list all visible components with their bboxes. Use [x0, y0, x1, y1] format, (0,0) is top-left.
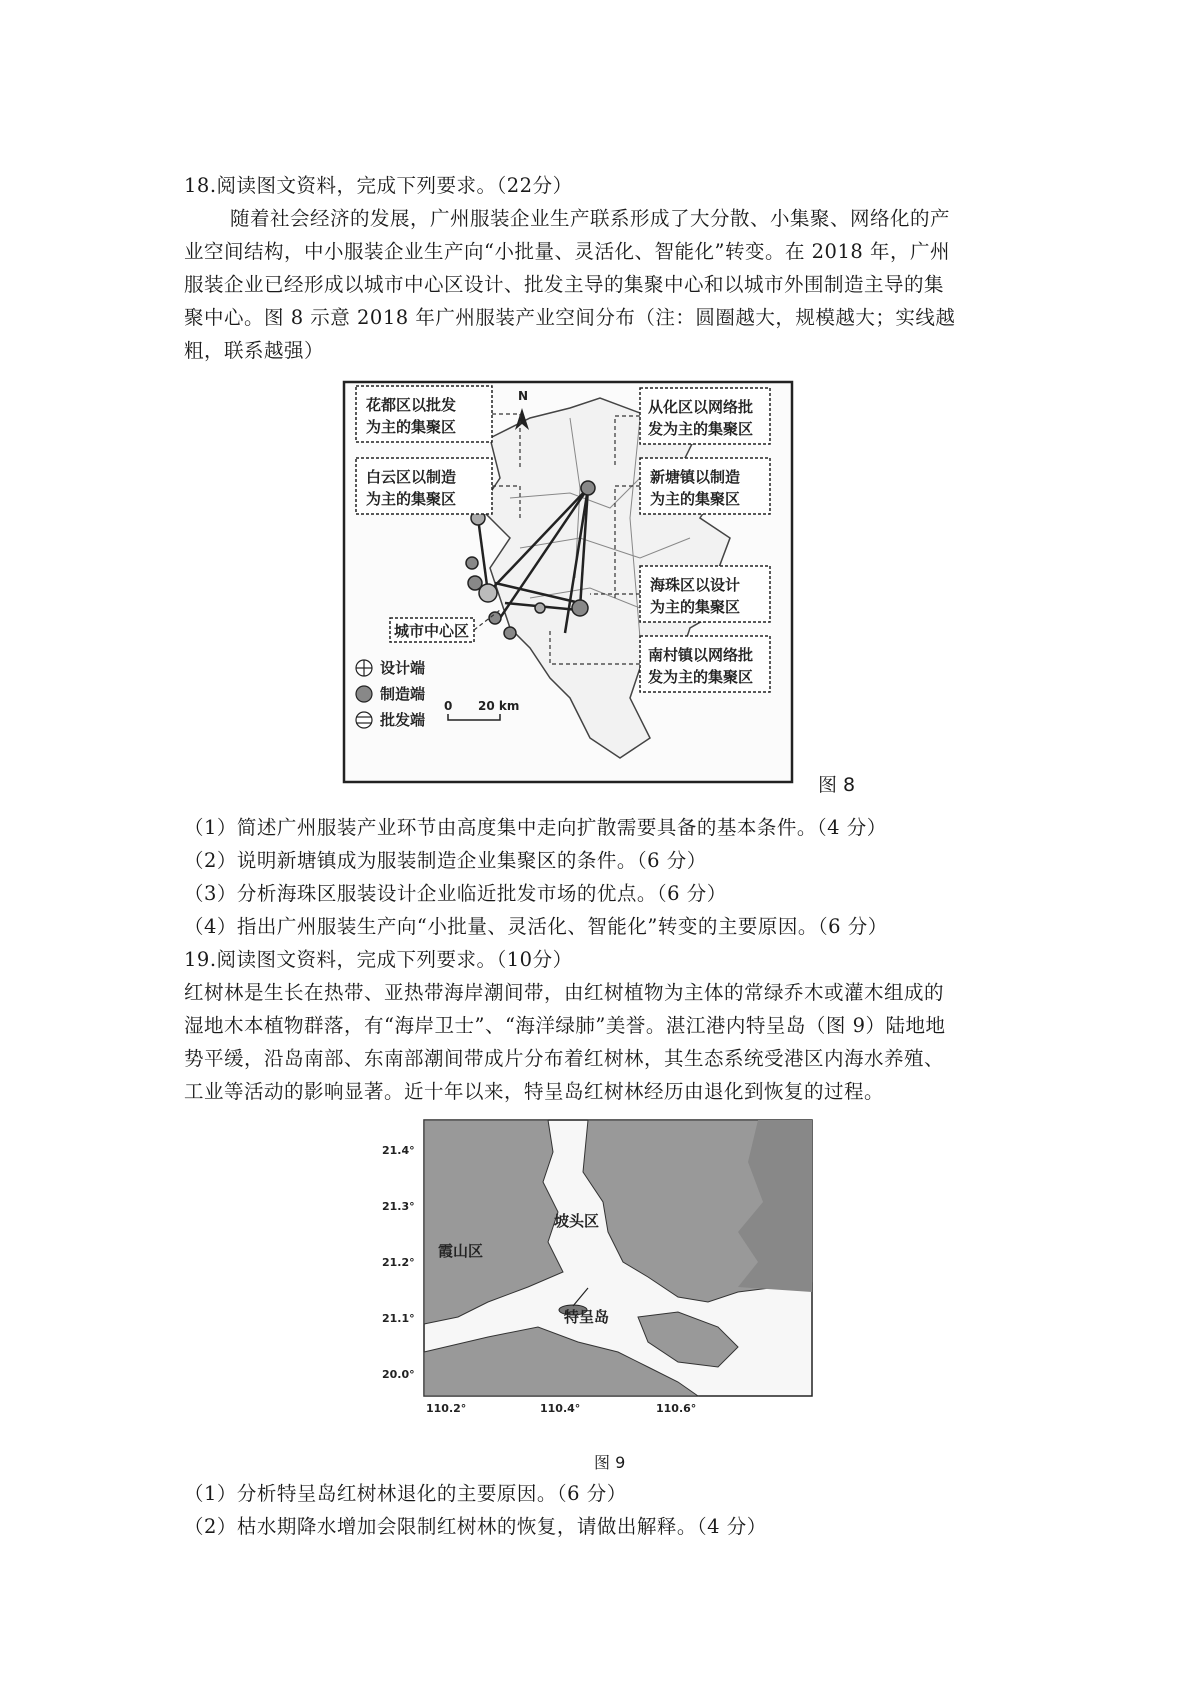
q18-para-line: 聚中心。图 8 示意 2018 年广州服装产业空间分布（注：圆圈越大，规模越大；实线越	[184, 306, 956, 329]
box-haizhu-line1: 海珠区以设计	[650, 576, 741, 594]
legend-design: 设计端	[380, 659, 426, 677]
y-tick: 21.2°	[382, 1256, 415, 1269]
label-potou: 坡头区	[554, 1212, 600, 1230]
y-tick: 20.0°	[382, 1368, 415, 1381]
legend-wholesale-icon	[356, 712, 372, 728]
north-label: N	[518, 389, 529, 403]
q19-question: （1）分析特呈岛红树林退化的主要原因。（6 分）	[184, 1482, 627, 1505]
box-nancun-line1: 南村镇以网络批	[648, 646, 754, 664]
box-baiyun-line1: 白云区以制造	[366, 468, 457, 486]
q19-para-line: 工业等活动的影响显著。近十年以来，特呈岛红树林经历由退化到恢复的过程。	[184, 1080, 885, 1103]
label-techeng: 特呈岛	[564, 1308, 610, 1326]
box-huadu-line2: 为主的集聚区	[366, 418, 457, 436]
y-tick: 21.3°	[382, 1200, 415, 1213]
box-xintang-line1: 新塘镇以制造	[650, 468, 741, 486]
y-tick: 21.1°	[382, 1312, 415, 1325]
scale-dist: 20 km	[478, 699, 520, 713]
q19-title: 19.阅读图文资料，完成下列要求。（10分）	[184, 948, 573, 971]
box-baiyun-line2: 为主的集聚区	[366, 490, 457, 508]
x-tick: 110.2°	[426, 1402, 467, 1415]
q18-para-line: 服装企业已经形成以城市中心区设计、批发主导的集聚中心和以城市外围制造主导的集	[184, 273, 945, 296]
q18-para-line: 业空间结构，中小服装企业生产向“小批量、灵活化、智能化”转变。在 2018 年，广州	[184, 240, 950, 263]
q19-question: （2）枯水期降水增加会限制红树林的恢复，请做出解释。（4 分）	[184, 1515, 767, 1538]
label-xiashan: 霞山区	[438, 1242, 484, 1260]
box-conghua-line1: 从化区以网络批	[648, 398, 754, 416]
q19-para-line: 红树林是生长在热带、亚热带海岸潮间带，由红树植物为主体的常绿乔木或灌木组成的	[184, 981, 945, 1004]
legend-manufacture-icon	[356, 686, 372, 702]
figure-9-caption: 图 9	[594, 1453, 626, 1472]
legend-manufacture: 制造端	[380, 685, 426, 703]
scale-zero: 0	[444, 699, 453, 713]
figure-8-caption: 图 8	[818, 774, 856, 796]
box-haizhu-line2: 为主的集聚区	[650, 598, 741, 616]
center-label: 城市中心区	[394, 622, 470, 640]
figure-9-map	[378, 1112, 818, 1432]
q18-question: （3）分析海珠区服装设计企业临近批发市场的优点。（6 分）	[184, 882, 727, 905]
q19-para-line: 势平缓，沿岛南部、东南部潮间带成片分布着红树林，其生态系统受港区内海水养殖、	[184, 1047, 945, 1070]
q19-para-line: 湿地木本植物群落，有“海岸卫士”、“海洋绿肺”美誉。湛江港内特呈岛（图 9）陆地地	[184, 1014, 946, 1037]
q18-question: （4）指出广州服装生产向“小批量、灵活化、智能化”转变的主要原因。（6 分）	[184, 915, 888, 938]
q18-question: （2）说明新塘镇成为服装制造企业集聚区的条件。（6 分）	[184, 849, 707, 872]
box-nancun-line2: 发为主的集聚区	[648, 668, 754, 686]
x-tick: 110.6°	[656, 1402, 697, 1415]
q18-para-line: 粗，联系越强）	[184, 339, 325, 362]
q18-title: 18.阅读图文资料，完成下列要求。（22分）	[184, 174, 573, 197]
y-tick: 21.4°	[382, 1144, 415, 1157]
x-tick: 110.4°	[540, 1402, 581, 1415]
q18-para-line: 随着社会经济的发展，广州服装企业生产联系形成了大分散、小集聚、网络化的产	[230, 207, 951, 230]
figure-8-map	[340, 378, 800, 788]
box-conghua-line2: 发为主的集聚区	[648, 420, 754, 438]
box-huadu-line1: 花都区以批发	[366, 396, 457, 414]
box-xintang-line2: 为主的集聚区	[650, 490, 741, 508]
q18-question: （1）简述广州服装产业环节由高度集中走向扩散需要具备的基本条件。（4 分）	[184, 816, 887, 839]
legend-wholesale: 批发端	[380, 711, 426, 729]
